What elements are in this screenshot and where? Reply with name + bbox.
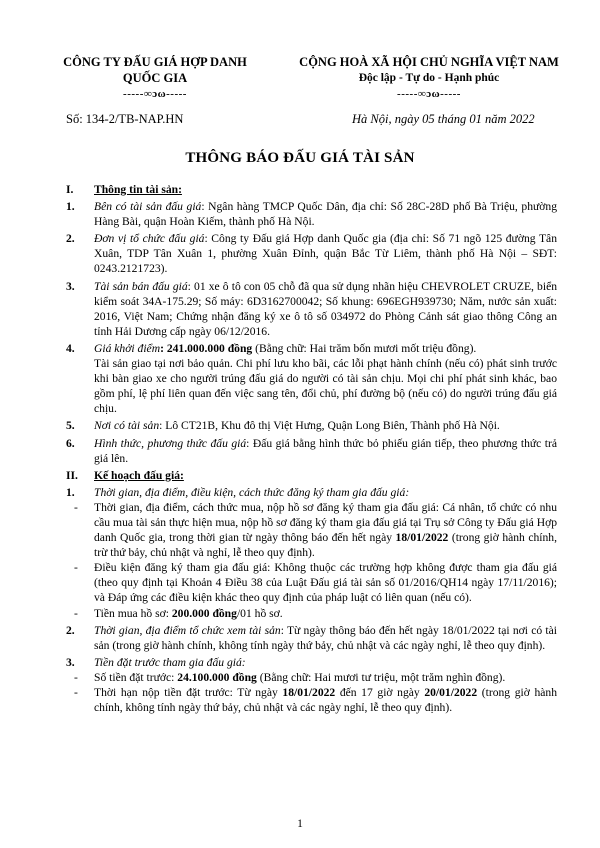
dash-bullet: - — [74, 606, 78, 620]
list-item — [66, 341, 557, 356]
dash-bullet: - — [74, 561, 78, 575]
dash-item — [66, 560, 557, 605]
document-body — [66, 180, 557, 715]
document-number: Số: 134-2/TB-NAP.HN — [66, 112, 184, 126]
dossier-fee: 200.000 đồng — [171, 606, 237, 620]
section-title: Thông tin tài sản: — [94, 183, 182, 196]
nation-header — [268, 54, 590, 102]
item-number: 4. — [66, 341, 75, 355]
dash-item — [66, 500, 557, 560]
dash-text: Số tiền đặt trước: — [94, 670, 178, 684]
dash-bullet: - — [74, 670, 78, 684]
list-item — [66, 485, 557, 500]
list-item — [66, 279, 557, 339]
document-title: THÔNG BÁO ĐẤU GIÁ TÀI SẢN — [185, 150, 415, 166]
org-header — [40, 54, 270, 102]
item-number: 3. — [66, 279, 75, 293]
item-number: 2. — [66, 232, 75, 246]
item-text: : Từ ngày thông báo đến hết ngày 18/01/2022 tại nơi có tài sản (trong giờ hành chính, không tính ngày thứ bảy, chủ nhật và các ngày nghỉ, lễ theo quy định). — [94, 623, 557, 652]
item-text: : Ngân hàng TMCP Quốc Dân, địa chỉ: Số 28C-28D phố Bà Triệu, phường Hàng Bài, quận Hoàn Kiếm, thành phố Hà Nội. — [94, 200, 558, 229]
national-motto: Độc lập - Tự do - Hạnh phúc — [358, 72, 500, 84]
org-name-line1: CÔNG TY ĐẤU GIÁ HỢP DANH — [63, 55, 247, 69]
item-text: (Bằng chữ: Hai trăm bốn mươi mốt triệu đồng). — [252, 341, 477, 355]
item-number: 3. — [66, 655, 75, 669]
dash-item — [66, 685, 557, 715]
deadline-date: 18/01/2022 — [395, 531, 449, 545]
deposit-start-date: 18/01/2022 — [282, 686, 336, 699]
item-number: 2. — [66, 623, 75, 637]
item-label: Bên có tài sản đấu giá — [94, 200, 202, 214]
starting-price: : 241.000.000 đồng — [160, 341, 253, 355]
section-number: I. — [66, 183, 74, 196]
nation-title: CỘNG HOÀ XÃ HỘI CHỦ NGHĨA VIỆT NAM — [299, 55, 559, 69]
dash-item — [66, 670, 557, 685]
item-text: : Lô CT21B, Khu đô thị Việt Hưng, Quận Long Biên, Thành phố Hà Nội. — [159, 419, 500, 433]
dash-text: (Bằng chữ: Hai mươi tư triệu, một trăm nghìn đồng). — [256, 670, 506, 684]
item-number: 1. — [66, 200, 75, 214]
item-number: 1. — [66, 485, 75, 499]
org-name-line2: QUỐC GIA — [122, 71, 188, 85]
section-number: II. — [66, 468, 78, 482]
dash-text: (trong giờ hành chính, trừ thứ bảy, chủ nhật và nghỉ, lễ theo quy định). — [94, 531, 557, 560]
item-paragraph: Tài sản giao tại nơi bảo quản. Chi phí lưu kho bãi, các lỗi phạt hành chính (nếu có) phát sinh trước khi bàn giao xe cho người trúng đấu giá do người có tài sản chịu. Mọi chi phí phát sinh khác, bao gồm phí, lệ phí liên quan đến việc sang tên, đổi chủ, phí đường bộ (nếu có) do người trúng đấu giá chịu. — [94, 357, 557, 416]
item-number: 5. — [66, 419, 75, 433]
item-number: 6. — [66, 436, 75, 450]
deposit-amount: 24.100.000 đồng — [177, 670, 257, 684]
list-item — [66, 418, 557, 433]
dash-text: (trong giờ hành chính, không tính ngày thứ bảy, chủ nhật và các ngày nghỉ, lễ theo quy định). — [94, 686, 558, 715]
item-label: Nơi có tài sản — [94, 419, 160, 433]
decorative-divider: -----∞ɔω----- — [123, 88, 187, 100]
list-item — [66, 231, 557, 276]
item-label: Giá khởi điểm — [94, 341, 161, 355]
page-number: 1 — [297, 818, 303, 830]
dash-bullet: - — [74, 686, 78, 699]
dash-bullet: - — [74, 500, 78, 514]
list-item — [66, 199, 557, 229]
dash-text: Điều kiện đăng ký tham gia đấu giá: Không thuộc các trường hợp không được tham gia đấu giá (theo quy định tại Khoản 4 Điều 38 của Luật Đấu giá tài sản số 01/2016/QH14 ngày 17/11/2016); và Đáp ứng các điều kiện khác theo quy định của pháp luật có liên quan (nếu có). — [94, 561, 557, 605]
decorative-divider: -----∞ɔω----- — [397, 88, 461, 100]
dash-text: Tiền mua hồ sơ: — [94, 606, 172, 620]
dash-text: Thời gian, địa điểm, cách thức mua, nộp hồ sơ đăng ký tham gia đấu giá: Cá nhân, tổ chức có nhu cầu mua tài sản thực hiện mua, nộp hồ sơ đăng ký tham gia đấu giá tại Trụ sở Công ty Đấu giá Hợp danh Quốc gia, trong thời gian từ ngày thông báo đến hết ngày — [94, 500, 557, 545]
item-label: Thời gian, địa điểm tổ chức xem tài sản — [94, 623, 281, 637]
item-label: Tiền đặt trước tham gia đấu giá: — [94, 655, 246, 669]
section-heading — [66, 468, 557, 483]
place-and-date: Hà Nội, ngày 05 tháng 01 năm 2022 — [352, 112, 535, 126]
deposit-end-date: 20/01/2022 — [424, 686, 478, 699]
list-item — [66, 436, 557, 466]
item-label: Tài sản bán đấu giá — [94, 279, 188, 293]
item-text: : Công ty Đấu giá Hợp danh Quốc gia (địa chỉ: Số 71 ngõ 125 đường Tân Xuân, TDP Tân Xuân 1, phường Xuân Đỉnh, quận Bắc Từ Liêm, thành phố Hà Nội – SĐT: 0243.2121723). — [94, 232, 557, 276]
list-item — [66, 655, 557, 670]
item-text: : 01 xe ô tô con 05 chỗ đã qua sử dụng nhãn hiệu CHEVROLET CRUZE, biển kiểm soát 34A-175.29; Số máy: 6D3162700042; Số khung: 696EGH939730; Năm, nước sản xuất: 2016, Việt Nam; Chứng nhận đăng ký xe ô tô số 034972 do Phòng Cảnh sát giao thông Công an tỉnh Hải Dương cấp ngày 06/12/2016. — [94, 279, 558, 338]
dash-text: đến 17 giờ ngày — [335, 686, 425, 699]
item-label: Thời gian, địa điểm, điều kiện, cách thức đăng ký tham gia đấu giá: — [94, 485, 410, 499]
list-item — [66, 623, 557, 653]
item-label: Hình thức, phương thức đấu giá — [94, 436, 247, 450]
dash-item — [66, 606, 557, 621]
section-heading — [66, 182, 557, 197]
item-text: : Đấu giá bằng hình thức bỏ phiếu gián tiếp, theo phương thức trả giá lên. — [94, 436, 557, 465]
dash-text: Thời hạn nộp tiền đặt trước: Từ ngày — [94, 686, 283, 699]
dash-text: /01 hồ sơ. — [236, 606, 283, 620]
section-title: Kế hoạch đấu giá: — [94, 468, 184, 482]
item-label: Đơn vị tổ chức đấu giá — [94, 232, 205, 246]
